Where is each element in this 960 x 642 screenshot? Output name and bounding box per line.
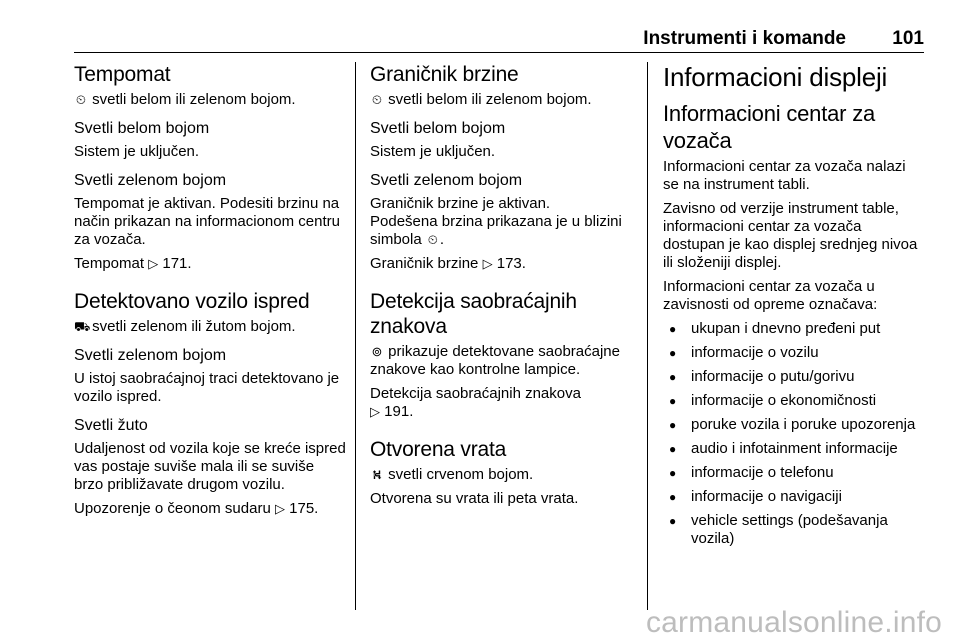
speed-limiter-icon: ⏲ bbox=[427, 232, 438, 247]
traffic-sign-intro: ⊚ prikazuje detektovane saobraćajne znakove kao kontrolne lampice. bbox=[370, 343, 620, 378]
door-open-icon: ⛕ bbox=[372, 467, 382, 482]
paragraph: Podešena brzina prikazana je u blizini simbola ⏲ . bbox=[370, 213, 622, 248]
subheading: Svetli zelenom bojom bbox=[74, 172, 227, 189]
paragraph: Sistem je uključen. bbox=[74, 143, 200, 160]
list-item: ● poruke vozila i poruke upozorenja bbox=[663, 416, 925, 434]
arrow-right-icon: ▷ bbox=[482, 256, 493, 271]
paragraph: Informacioni centar za vozača u zavisnosti od opreme označava: bbox=[663, 278, 878, 313]
arrow-right-icon: ▷ bbox=[370, 404, 380, 419]
speed-limiter-icon: ⏲ bbox=[371, 92, 383, 107]
tempomat-intro: ⏲ svetli belom ili zelenom bojom. bbox=[75, 91, 296, 108]
list-item: ● informacije o telefonu bbox=[663, 464, 925, 482]
paragraph: Informacioni centar za vozača nalazi se na instrument tabli. bbox=[663, 158, 906, 193]
feature-list bbox=[663, 320, 925, 548]
vehicle-ahead-icon: ⛟ bbox=[74, 319, 91, 334]
list-item: ● informacije o putu/gorivu bbox=[663, 368, 925, 386]
list-item: ● vehicle settings (podešavanja vozila) bbox=[663, 512, 925, 548]
cross-reference: Detekcija saobraćajnih znakova ▷ 191. bbox=[370, 385, 581, 420]
reference-page-link[interactable]: 175. bbox=[289, 500, 319, 517]
paragraph: Zavisno od verzije instrument table, informacioni centar za vozača dostupan je kao displej srednjeg nivoa ili složeniji displej. bbox=[663, 200, 918, 271]
section-title-vehicle-ahead: Detektovano vozilo ispred bbox=[74, 290, 310, 313]
paragraph: Graničnik brzine je aktivan. bbox=[370, 195, 551, 212]
list-item: ● informacije o navigaciji bbox=[663, 488, 925, 506]
traffic-sign-icon: ⊚ bbox=[371, 344, 383, 359]
subheading: Svetli belom bojom bbox=[74, 120, 210, 137]
speed-limiter-intro: ⏲ svetli belom ili zelenom bojom. bbox=[371, 91, 592, 108]
subheading: Svetli belom bojom bbox=[370, 120, 506, 137]
subheading: Svetli zelenom bojom bbox=[74, 347, 227, 364]
list-item: ● audio i infotainment informacije bbox=[663, 440, 925, 458]
column-right bbox=[663, 62, 925, 554]
subheading: Svetli žuto bbox=[74, 417, 148, 434]
door-open-intro: ⛕ svetli crvenom bojom. bbox=[370, 466, 634, 484]
section-title-traffic-sign: Detekcija saobraćajnih znakova bbox=[370, 290, 577, 338]
section-title-tempomat: Tempomat bbox=[74, 63, 171, 86]
column-divider bbox=[355, 62, 356, 610]
column-left bbox=[74, 62, 346, 524]
reference-page-link[interactable]: 173. bbox=[496, 255, 526, 272]
watermark: carmanualsonline.info bbox=[645, 606, 942, 639]
paragraph: Sistem je uključen. bbox=[370, 143, 496, 160]
cross-reference: Upozorenje o čeonom sudaru ▷ 175. bbox=[74, 500, 319, 517]
subsection-title-driver-info-center: Informacioni centar za vozača bbox=[663, 101, 876, 153]
column-middle bbox=[370, 62, 634, 514]
arrow-right-icon: ▷ bbox=[148, 256, 159, 271]
paragraph: U istoj saobraćajnoj traci detektovano je vozilo ispred. bbox=[74, 370, 340, 405]
cross-reference: Tempomat ▷ 171. bbox=[74, 255, 192, 272]
section-title-door-open: Otvorena vrata bbox=[370, 438, 507, 461]
list-item: ● informacije o vozilu bbox=[663, 344, 925, 362]
cross-reference: Graničnik brzine ▷ 173. bbox=[370, 255, 526, 272]
list-item: ● ukupan i dnevno pređeni put bbox=[663, 320, 925, 338]
cruise-control-icon: ⏲ bbox=[75, 92, 87, 107]
page-header bbox=[74, 24, 924, 53]
reference-page-link[interactable]: 171. bbox=[162, 255, 192, 272]
section-title-info-displays: Informacioni displeji bbox=[663, 62, 888, 92]
vehicle-ahead-intro: ⛟ svetli zelenom ili žutom bojom. bbox=[74, 318, 296, 335]
reference-page-link[interactable]: 191. bbox=[384, 403, 414, 420]
arrow-right-icon: ▷ bbox=[274, 501, 285, 516]
paragraph: Otvorena su vrata ili peta vrata. bbox=[370, 490, 579, 507]
running-header-title: Instrumenti i komande bbox=[643, 28, 846, 49]
section-title-speed-limiter: Graničnik brzine bbox=[370, 63, 519, 86]
paragraph: Udaljenost od vozila koje se kreće ispred vas postaje suviše mala ili se suviše brzo približavate drugom vozilu. bbox=[74, 440, 346, 493]
subheading: Svetli zelenom bojom bbox=[370, 172, 523, 189]
column-divider bbox=[647, 62, 648, 610]
list-item: ● informacije o ekonomičnosti bbox=[663, 392, 925, 410]
page-number: 101 bbox=[892, 28, 924, 49]
paragraph: Tempomat je aktivan. Podesiti brzinu na način prikazan na informacionom centru za vozača. bbox=[74, 195, 340, 248]
